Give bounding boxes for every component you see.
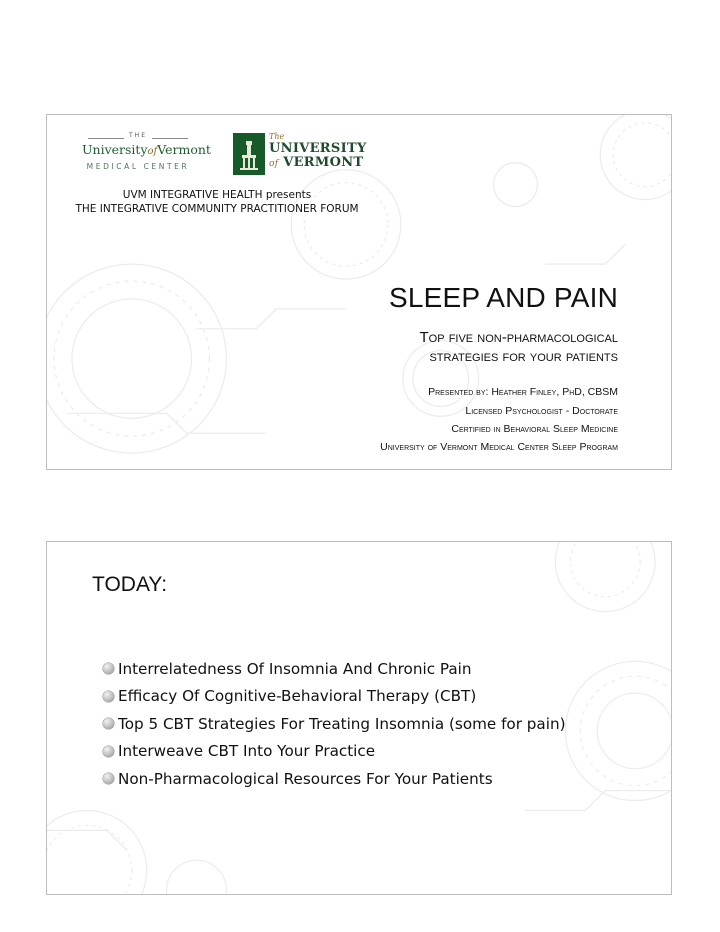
license-credit: Licensed Psychologist - Doctorate xyxy=(465,405,618,417)
presents-line-2: THE INTEGRATIVE COMMUNITY PRACTITIONER FORUM xyxy=(75,203,359,215)
bullet-icon xyxy=(103,773,114,784)
list-item: Interweave CBT Into Your Practice xyxy=(103,738,566,766)
event-presenter xyxy=(47,188,387,216)
subtitle-line-2: strategies for your patients xyxy=(429,348,618,365)
certification-credit: Certified in Behavioral Sleep Medicine xyxy=(451,423,618,435)
subtitle-line-1: Top five non-pharmacological xyxy=(419,329,618,346)
agenda-list xyxy=(103,655,566,793)
list-item: Interrelatedness Of Insomnia And Chronic Pain xyxy=(103,655,566,683)
university-of-vermont-logo: The UNIVERSITY of VERMONT xyxy=(233,133,355,177)
bullet-icon xyxy=(103,718,114,729)
bullet-icon xyxy=(103,663,114,674)
presentation-title: SLEEP AND PAIN xyxy=(389,282,618,313)
uvm-shield-icon xyxy=(233,133,265,175)
presenter-credit: Presented by: Heather Finley, PhD, CBSM xyxy=(428,386,618,398)
slide-agenda xyxy=(46,541,672,895)
bullet-icon xyxy=(103,691,114,702)
presents-line-1: UVM INTEGRATIVE HEALTH presents xyxy=(122,189,312,201)
uvm-medical-center-logo: THE UniversityofVermont MEDICAL CENTER xyxy=(82,132,211,171)
slide-title xyxy=(46,114,672,470)
list-item: Non-Pharmacological Resources For Your Patients xyxy=(103,765,566,793)
affiliation-credit: University of Vermont Medical Center Sleep Program xyxy=(380,441,618,453)
bullet-icon xyxy=(103,746,114,757)
slide-title: TODAY: xyxy=(92,573,168,596)
list-item: Top 5 CBT Strategies For Treating Insomnia (some for pain) xyxy=(103,710,566,738)
list-item: Efficacy Of Cognitive-Behavioral Therapy (CBT) xyxy=(103,683,566,711)
